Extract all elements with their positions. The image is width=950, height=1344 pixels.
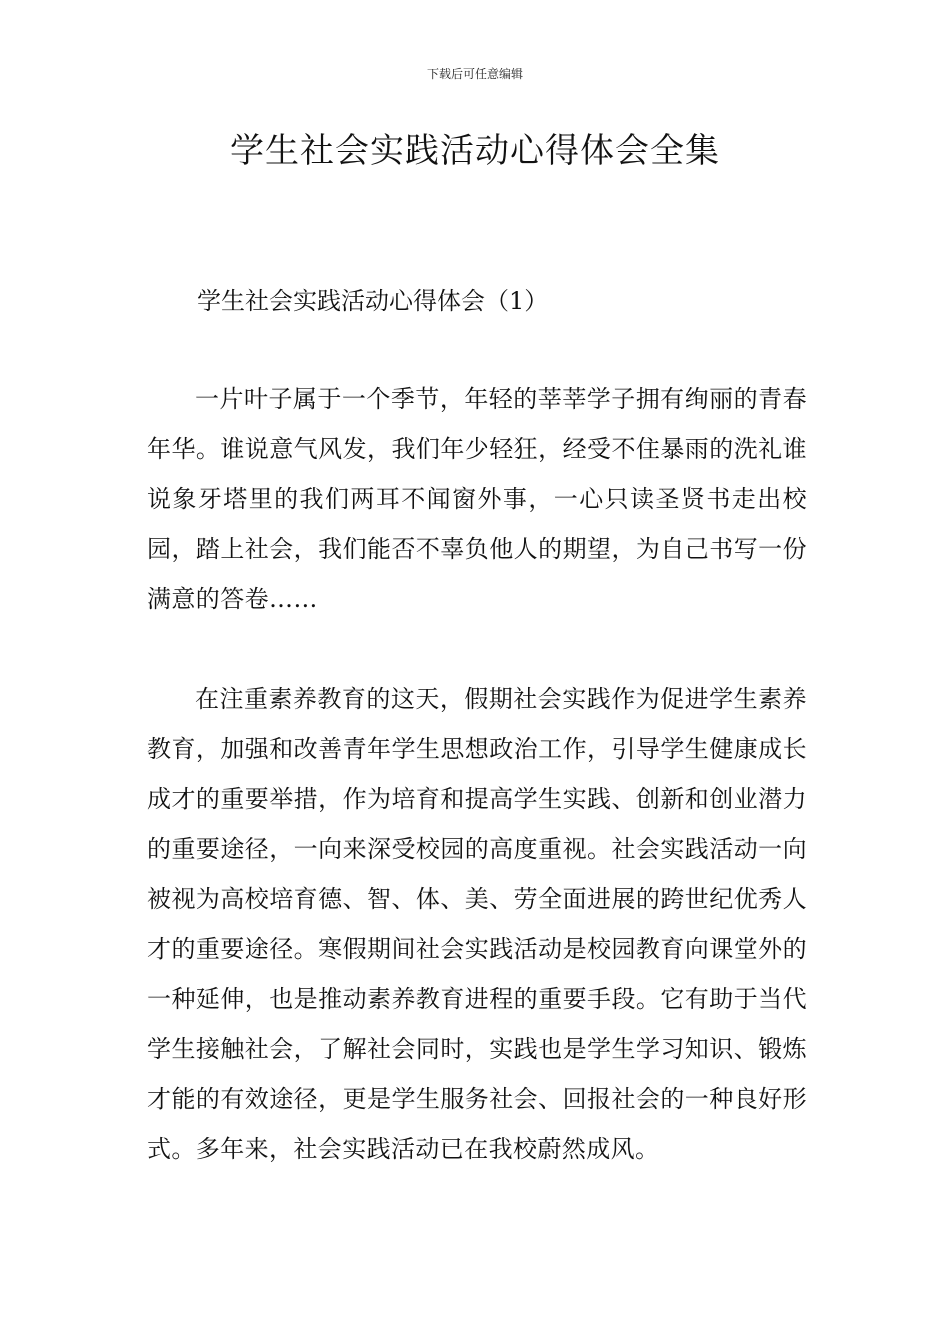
header-note: 下载后可任意编辑	[426, 67, 523, 81]
paragraph-2: 在注重素养教育的这天，假期社会实践作为促进学生素养教育，加强和改善青年学生思想政治工作，引导学生健康成长成才的重要举措，作为培育和提高学生实践、创新和创业潜力的重要途径，一向来深受校园的高度重视。社会实践活动一向被视为高校培育德、智、体、美、劳全面进展的跨世纪优秀人才的重要途径。寒假期间社会实践活动是校园教育向课堂外的一种延伸，也是推动素养教育进程的重要手段。它有助于当代学生接触社会，了解社会同时，实践也是学生学习知识、锻炼才能的有效途径，更是学生服务社会、回报社会的一种良好形式。多年来，社会实践活动已在我校蔚然成风。	[147, 685, 807, 1163]
document-title: 学生社会实践活动心得体会全集	[230, 131, 720, 171]
section-heading: 学生社会实践活动心得体会（1）	[197, 287, 549, 315]
paragraph-1: 一片叶子属于一个季节，年轻的莘莘学子拥有绚丽的青春年华。谁说意气风发，我们年少轻狂，经受不住暴雨的洗礼谁说象牙塔里的我们两耳不闻窗外事，一心只读圣贤书走出校园，踏上社会，我们能否不辜负他人的期望，为自己书写一份满意的答卷……	[147, 385, 807, 613]
